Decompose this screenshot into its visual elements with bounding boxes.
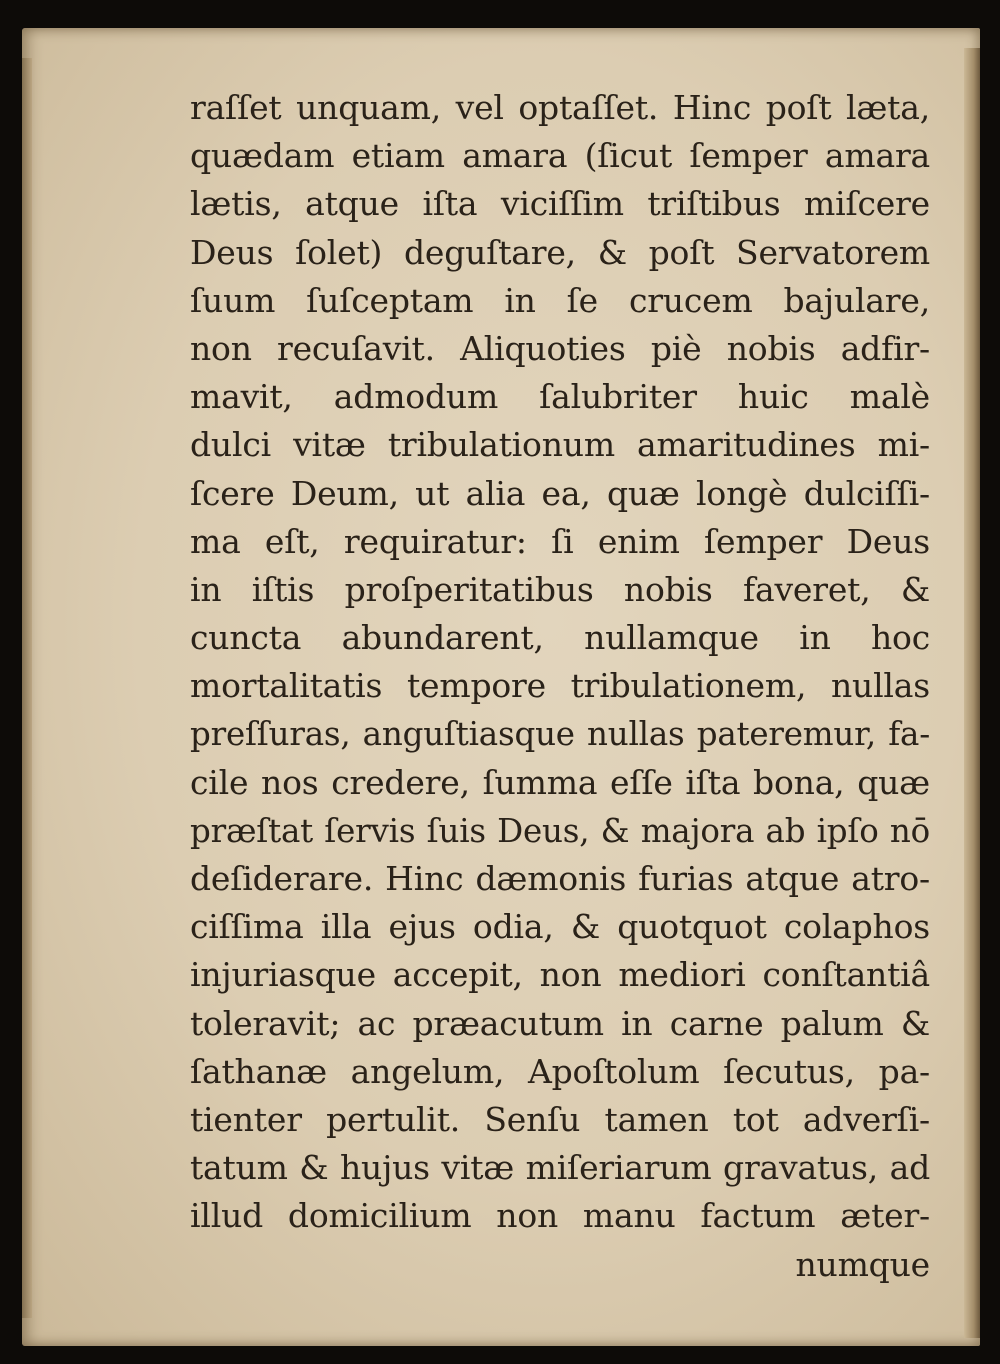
text-line-22: tienter pertulit. Senſu tamen tot adverſi- bbox=[190, 1099, 930, 1139]
text-line-6: non recuſavit. Aliquoties piè nobis adfir- bbox=[190, 328, 930, 368]
text-line-13: mortalitatis tempore tribulationem, nullas bbox=[190, 666, 930, 706]
text-line-4: Deus ſolet) deguſtare, & poſt Servatorem bbox=[190, 232, 930, 272]
text-line-5: ſuum ſuſceptam in ſe crucem bajulare, bbox=[190, 280, 930, 320]
text-line-18: ciſſima illa ejus odia, & quotquot colaphos bbox=[190, 907, 930, 947]
text-line-21: ſathanæ angelum, Apoſtolum ſecutus, pa- bbox=[190, 1051, 930, 1091]
text-line-3: lætis, atque iſta viciſſim triſtibus miſcere bbox=[190, 184, 930, 224]
text-line-24: illud domicilium non manu factum æter- bbox=[190, 1196, 930, 1236]
text-line-9: ſcere Deum, ut alia ea, quæ longè dulciſſi- bbox=[190, 473, 930, 513]
text-line-7: mavit, admodum ſalubriter huic malè bbox=[190, 377, 930, 417]
text-line-11: in iſtis proſperitatibus nobis faveret, & bbox=[190, 569, 930, 609]
text-line-17: deſiderare. Hinc dæmonis furias atque atro- bbox=[190, 859, 930, 898]
text-line-2: quædam etiam amara (ſicut ſemper amara bbox=[190, 136, 930, 176]
text-line-23: tatum & hujus vitæ miſeriarum gravatus, ad bbox=[190, 1148, 930, 1188]
text-line-20: toleravit; ac præacutum in carne palum & bbox=[190, 1003, 930, 1043]
text-line-19: injuriasque accepit, non mediori conſtantiâ bbox=[190, 955, 930, 995]
text-line-8: dulci vitæ tribulationum amaritudines mi- bbox=[190, 425, 930, 465]
text-line-16: præſtat ſervis ſuis Deus, & majora ab ipſo nō bbox=[190, 811, 930, 850]
body-text bbox=[190, 84, 930, 1289]
page-fore-edge bbox=[964, 48, 980, 1338]
text-line-14: preſſuras, anguſtiasque nullas pateremur, fa- bbox=[190, 715, 930, 754]
text-line-15: cile nos credere, ſumma eſſe iſta bona, quæ bbox=[190, 762, 930, 802]
text-line-1: raſſet unquam, vel optaſſet. Hinc poſt læta, bbox=[190, 88, 930, 127]
text-line-12: cuncta abundarent, nullamque in hoc bbox=[190, 618, 930, 658]
page-gutter-shadow bbox=[22, 58, 32, 1318]
catchword: numque bbox=[795, 1244, 930, 1284]
text-line-10: ma eſt, requiratur: ſi enim ſemper Deus bbox=[190, 521, 930, 561]
